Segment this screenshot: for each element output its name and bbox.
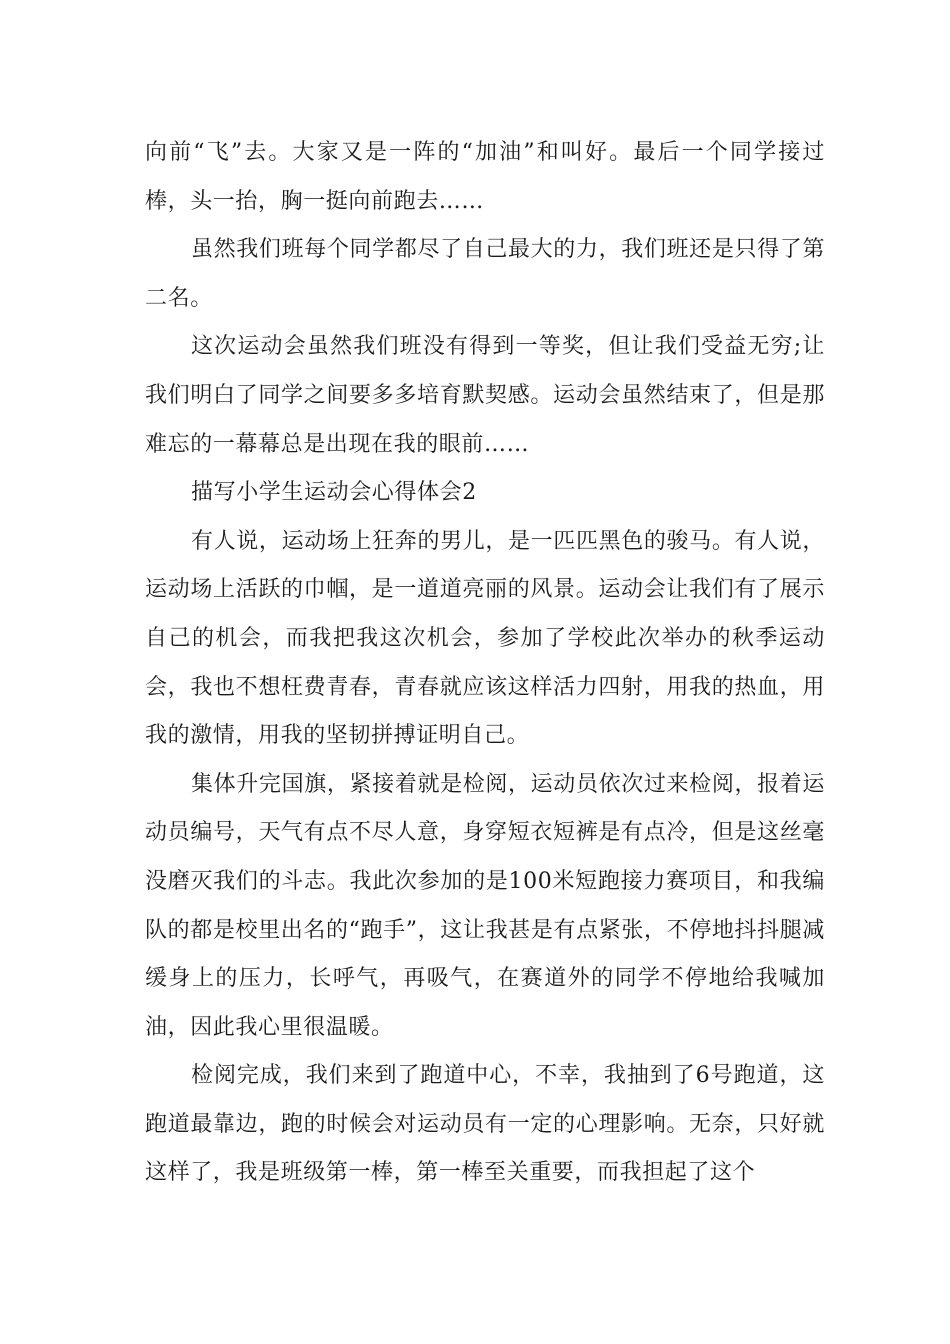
paragraph-flag-ceremony: 集体升完国旗，紧接着就是检阅，运动员依次过来检阅，报着运动员编号，天气有点不尽人意，身穿短衣短裤是有点冷，但是这丝毫没磨灭我们的斗志。我此次参加的是100米短跑接力赛项目，和我编队的都是校里出名的“跑手”，这让我甚是有点紧张，不停地抖抖腿减缓身上的压力，长呼气，再吸气，在赛道外的同学不停地给我喊加油，因此我心里很温暖。 xyxy=(145,771,825,1040)
section-heading: 描写小学生运动会心得体会2 xyxy=(191,480,477,506)
paragraph-track-lane: 检阅完成，我们来到了跑道中心，不幸，我抽到了6号跑道，这跑道最靠边，跑的时候会对运动员有一定的心理影响。无奈，只好就这样了，我是班级第一棒，第一棒至关重要，而我担起了这个 xyxy=(145,1063,825,1186)
paragraph-second-place: 虽然我们班每个同学都尽了自己最大的力，我们班还是只得了第二名。 xyxy=(145,237,825,311)
paragraph-reflection: 这次运动会虽然我们班没有得到一等奖，但让我们受益无穷;让我们明白了同学之间要多多培育默契感。运动会虽然结束了，但是那难忘的一幕幕总是出现在我的眼前…… xyxy=(145,334,825,457)
paragraph-continuation: 向前“飞”去。大家又是一阵的“加油”和叫好。最后一个同学接过棒，头一抬，胸一挺向前跑去…… xyxy=(145,140,825,214)
document-body xyxy=(145,129,825,1198)
paragraph-intro: 有人说，运动场上狂奔的男儿，是一匹匹黑色的骏马。有人说，运动场上活跃的巾帼，是一道道亮丽的风景。运动会让我们有了展示自己的机会，而我把我这次机会，参加了学校此次举办的秋季运动会，我也不想枉费青春，青春就应该这样活力四射，用我的热血，用我的激情，用我的坚韧拼搏证明自己。 xyxy=(145,528,825,749)
